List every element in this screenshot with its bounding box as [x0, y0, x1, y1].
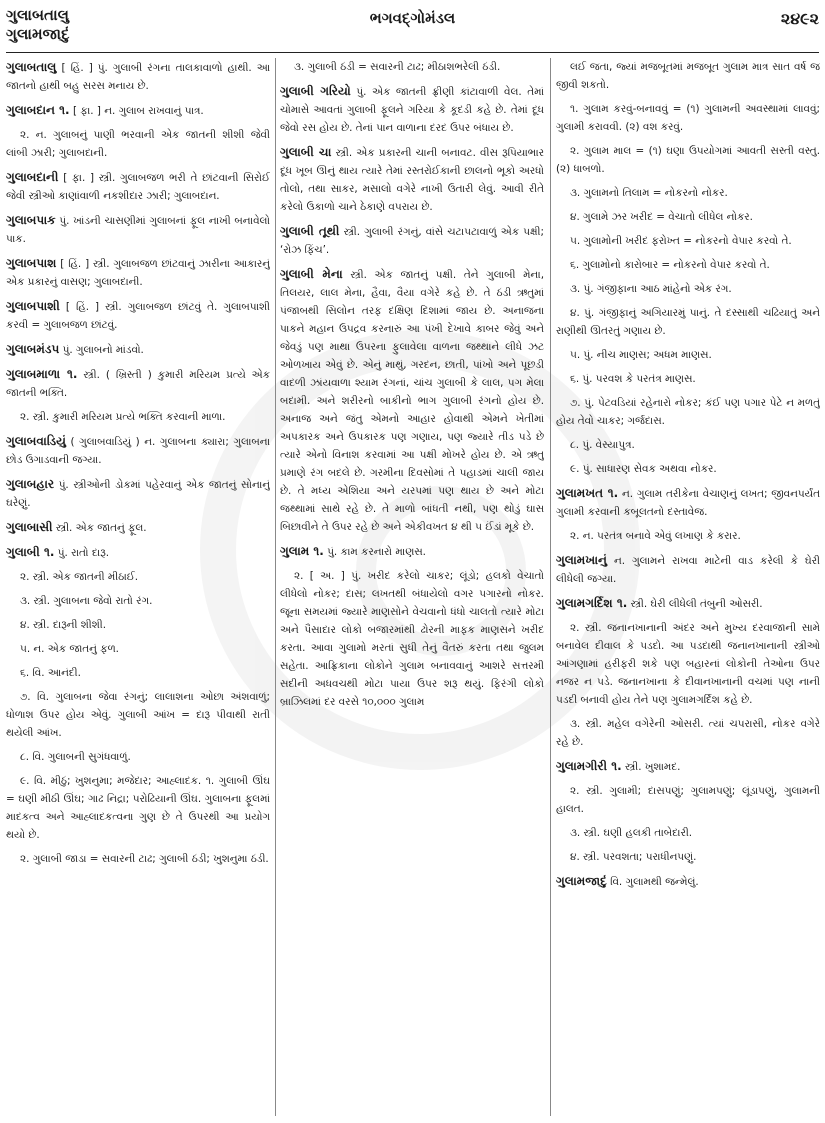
sense-line [556, 436, 820, 454]
definition-text: ૩. પું. ગંજીફાના આઠ માંહેનો એક રંગ. [570, 283, 732, 295]
sense-line [6, 640, 270, 658]
definition-text: ૮. પું. વેસ્યાપુત્ર. [570, 439, 635, 451]
definition-text: ૨. ગુલામ માલ = (૧) ઘણા ઉપયોગમાં આવતી સસ્તી વસ્તુ. (૨) ધાબળો. [556, 145, 820, 175]
dictionary-entry [6, 340, 270, 359]
definition-text: સ્ત્રી. ( ખ્રિસ્તી ) કુમારી મરિયમ પ્રત્યે એક જાતની ભક્તિ. [6, 369, 270, 399]
headword: ગુલાબમાળા ૧. [6, 367, 78, 381]
sense-line [556, 370, 820, 388]
sense-line [556, 304, 820, 340]
headword: ગુલાબપાક [6, 213, 56, 227]
headword: ગુલાબતાલુ [6, 60, 57, 74]
definition-text: સ્ત્રી. એક જાતનું પક્ષી. તેને ગુલાબી મેના, તિલયર, લાલ મેના, હૈવા, વૈયા વગેરે કહે છે. તે ઠંડી ઋતુમાં પંજાબથી સિલોન તરફ દક્ષિણ દિશામાં જાય છે. અનાજના પાકને મહાન ઉપદ્રવ કરનારું આ પંખી દેખાવે કાબર જેવું અને જેવડું પણ માથા ઉપરના ફુલાવેલા વાળના જથ્થાને લીધે ઝટ ઓળખાય એવું છે. એનું માથું, ગરદન, છાતી, પાંખો અને પૂછડી વાદળી ઝાંયવાળા શ્યામ રંગનાં, ચાંચ ગુલાબી કે લાલ, પગ મેલા બદામી. અને શરીરનો બાકીનો ભાગ ગુલાબી રંગનો હોય છે. અનાજ અને જંતુ એમનો આહાર હોવાથી એમને ખેતીમાં અપકારક અને ઉપકારક પણ ગણાય, પણ જ્યારે તીડ પડે છે ત્યારે એનો વિનાશ કરવામાં આ પક્ષી મોખરે હોય છે. એ ઋતુ પ્રમાણે રંગ બદલે છે. ગરમીના દિવસોમાં તે પહાડમાં ચાલી જાય છે. તે મધ્ય એશિયા અને યરપમાં પણ થાય છે અને મોટા જથ્થામાં સાથે રહે છે. તે માળો બાંધતી નથી, પણ થોડું ઘાસ બિછાવીને તે ઉપર રહે છે અને એકીવખત ૪ થી ૫ ઈંડાં મૂકે છે. [280, 269, 544, 533]
sense-line [556, 280, 820, 298]
sense-line [556, 824, 820, 842]
dictionary-entry [6, 432, 270, 469]
headword: ગુલાબી ચા [280, 145, 332, 159]
sense-line [556, 848, 820, 866]
dictionary-entry [556, 594, 820, 613]
dictionary-entry [6, 475, 270, 512]
definition-text: સ્ત્રી. ખુશામદ. [625, 761, 681, 773]
definition-text: [ ફા. ] સ્ત્રી. ગુલાબજળ ભરી તે છાંટવાની સિરોઈ જેવી સ્ત્રીઓ કાણાંવાળી નકશીદાર ઝારી; ગુલાબદાન. [6, 172, 270, 202]
definition-text: ૯. વિ. મીઠું; ખુશનુમા; મજેદાર; આહ્લાદક. ૧. ગુલાબી ઊંઘ = ઘણી મીઠી ઊંઘ; ગાઢ નિદ્રા; પરોઢિયાની ઊંઘ. ગુલાબના ફૂલમાં માદકત્વ અને આહ્લાદકત્વના ગુણ છે તે ઉપરથી આ પ્રયોગ થયો છે. [6, 775, 270, 841]
headword: ગુલામગીરી ૧. [556, 759, 622, 773]
definition-text: ૩. સ્ત્રી. ઘણી હલકી તાબેદારી. [570, 827, 693, 839]
dictionary-entry [6, 58, 270, 95]
dictionary-entry [6, 254, 270, 291]
definition-text: સ્ત્રી. ગુલાબી રંગનું, વાંસે ચટાપટાવાળું એક પક્ષી; ‘રોઝ ફિંચ’. [280, 226, 544, 256]
sense-line [6, 688, 270, 742]
dictionary-entry [556, 872, 820, 891]
dictionary-entry [6, 543, 270, 562]
definition-text: ૪. ગુલામે ઝર ખરીદ = વેચાતો લીધેલ નોકર. [570, 211, 753, 223]
headword: ગુલામખત ૧. [556, 486, 619, 500]
guide-word-first: ગુલાબતાલુ [6, 6, 69, 24]
definition-text: [ હિં. ] સ્ત્રી. ગુલાબજળ છાંટવાનું ઝારીના આકારનું એક પ્રકારનું વાસણ; ગુલાબદાની. [6, 258, 270, 288]
dictionary-entry [556, 551, 820, 588]
definition-text: ન. ગુલામ તરીકેના વેચાણનું લખત; જીવનપર્યંત ગુલામી કરવાની કબૂલતનો દસ્તાવેજ. [556, 488, 820, 518]
definition-text: ૨. સ્ત્રી. ગુલામી; દાસપણું; ગુલામપણું; લૂંડાપણું, ગુલામની હાલત. [556, 785, 820, 815]
definition-text: પું. ગુલાબનો માંડવો. [62, 344, 144, 356]
headword: ગુલાબપાશ [6, 256, 57, 270]
definition-text: પું. સ્ત્રીઓની ડોકમાં પહેરવાનું એક જાતનું સોનાનું ઘરેણું. [6, 479, 270, 509]
headword: ગુલામજાદું [556, 874, 607, 888]
headword: ગુલાબમંડપ [6, 342, 60, 356]
definition-text: ૨. ગુલાબી જાડા = સવારની ટાઢ; ગુલાબી ઠંડી; ખુશનુમા ઠંડી. [20, 853, 269, 865]
definition-text: ૩. સ્ત્રી. ગુલાબના જેવો રાતો રંગ. [20, 595, 153, 607]
definition-text: વિ. ગુલામથી જન્મેલું. [610, 876, 699, 888]
headword: ગુલાબાસી [6, 520, 53, 534]
sense-line [6, 592, 270, 610]
column-divider [275, 58, 276, 1116]
sense-line [556, 527, 820, 545]
definition-text: ૫. ન. એક જાતનું ફળ. [20, 643, 119, 655]
dictionary-entry [280, 143, 544, 216]
definition-text: ન. ગુલામને રાખવા માટેની વાડ કરેલી કે ઘેરી લીધેલી જગ્યા. [556, 555, 820, 585]
sense-line [556, 619, 820, 709]
headword: ગુલાબદાની [6, 170, 59, 184]
definition-text: ૨. સ્ત્રી. એક જાતની મીઠાઈ. [20, 571, 139, 583]
headword: ગુલાબી મેના [280, 267, 343, 281]
definition-text: ૭. પું. પેટવડિયાં રહેનારો નોકર; કંઈ પણ પગાર પેટે ન મળતું હોય તેવો ચાકર; ગર્જદાસ. [556, 397, 820, 427]
sense-line [6, 748, 270, 766]
definition-text: ૨. ન. પરતંત્ર બનાવે એવું લખાણ કે કરાર. [570, 530, 741, 542]
headword: ગુલાબવાડિયું [6, 434, 66, 448]
sense-line [556, 782, 820, 818]
sense-line [556, 232, 820, 250]
column-right [556, 58, 820, 1118]
definition-text: [ ફા. ] ન. ગુલાબ રાખવાનું પાત્ર. [72, 105, 204, 117]
headword: ગુલાબી તૂથી [280, 224, 340, 238]
definition-text: ૪. સ્ત્રી. પરવશતા; પરાધીનપણું. [570, 851, 697, 863]
definition-text: લઈ જતા, જ્યાં મજબૂતમાં મજબૂત ગુલામ માત્ર સાત વર્ષ જ જીવી શકતો. [556, 61, 820, 91]
definition-text: ૨. [ અ. ] પું. ખરીદ કરેલો ચાકર; લૂંડો; હલકો વેચાતો લીધેલો નોકર; દાસ; લખતથી બંધાયેલો વગર પગારનો નોકર. જૂના સમયમાં જ્યારે માણસોને વેચવાનો ધંધો ચાલતો ત્યારે મોટા અને પૈસાદાર લોકો બજારમાંથી ઢોરની માફક માણસને ખરીદ કરતા. આવા ગુલામો મરતાં સુધી તેનું વૈતરું કરતા તથા જુલમ સહેતા. આફ્રિકાના લોકોને ગુલામ બનાવવાનું આશરે સત્તરમી સદીની અધવચથી મોટા પાયા ઉપર શરૂ થયું. ફિરંગી લોકો બ્રાઝિલમાં દર વરસે ૧૦,૦૦૦ ગુલામ [280, 570, 544, 708]
dictionary-entry [6, 297, 270, 334]
dictionary-entry [556, 757, 820, 776]
page-number: ૨૪૯૨ [780, 9, 819, 28]
dictionary-entry [280, 265, 544, 536]
definition-text: પું. રાતો દારૂ. [57, 547, 110, 559]
dictionary-entry [280, 542, 544, 561]
column-divider [550, 58, 551, 1116]
sense-line [6, 568, 270, 586]
definition-text: ૬. વિ. આનંદી. [20, 667, 81, 679]
definition-text: ૬. ગુલામોનો કારોબાર = નોકરનો વેપાર કરવો તે. [570, 259, 770, 271]
definition-text: સ્ત્રી. ઘેરી લીધેલી તંબુની ઓસરી. [630, 598, 763, 610]
column-middle [280, 58, 544, 1118]
dictionary-entry [6, 101, 270, 120]
definition-text: ૨. સ્ત્રી. જનાનખાનાની અંદર અને મુખ્ય દરવાજાની સામે બનાવેલ દીવાલ કે પડદો. આ પડદાથી જનાનખાનાની સ્ત્રીઓ આંગણામાં હરીફરી શકે પણ બહારનાં લોકોની તેઓના ઉપર નજર ન પડે. જનાનખાના કે દીવાનખાનાની વચમાં પણ નાની પડદી બનાવી હોય તેને પણ ગુલામગર્દિશ કહે છે. [556, 622, 820, 706]
definition-text: ૩. ગુલાબી ઠંડી = સવારની ટાઢ; મીઠાશભરેલી ઠંડી. [294, 61, 501, 73]
dictionary-entry [556, 484, 820, 521]
definition-text: ૩. ગુલામનો તિલામ = નોકરનો નોકર. [570, 187, 728, 199]
sense-line [556, 394, 820, 430]
definition-text: [ હિં. ] સ્ત્રી. ગુલાબજળ છાંટવું તે. ગુલાબપાશી કરવી = ગુલાબજળ છાંટવું. [6, 301, 270, 331]
definition-text: ૨. સ્ત્રી. કુમારી મરિયમ પ્રત્યે ભક્તિ કરવાની માળા. [20, 411, 226, 423]
definition-text: ૯. પું. સાધારણ સેવક અથવા નોકર. [570, 463, 717, 475]
definition-text: ૬. પું. પરવશ કે પરતંત્ર માણસ. [570, 373, 696, 385]
definition-text: ૪. પું. ગંજીફાનું અગિયારમું પાનું. તે દસ્સાથી ચઢિયાતું અને રાણીથી ઊતરતું ગણાય છે. [556, 307, 820, 337]
page-title: ભગવદ્ગોમંડલ [369, 9, 456, 27]
column-left [6, 58, 270, 1118]
sense-line [556, 58, 820, 94]
sense-line [556, 715, 820, 751]
sense-line [556, 346, 820, 364]
sense-line [6, 772, 270, 844]
headword: ગુલામગર્દિશ ૧. [556, 596, 628, 610]
dictionary-entry [280, 222, 544, 259]
definition-text: સ્ત્રી. એક જાતનું ફૂલ. [55, 522, 147, 534]
definition-text: પું. એક જાતની ફ્રીણી કાંટાવાળી વેલ. તેમાં ચોમાસે આવતાં ગુલાબી ફૂલને ગરિયા કે કૂદડી કહે છે. તેમાં દૂધ જેવો રસ હોય છે. તેનાં પાન વાળાના દરદ ઉપર બંધાય છે. [280, 86, 544, 134]
definition-text: ૫. પું. નીચ માણસ; અધમ માણસ. [570, 349, 712, 361]
headword: ગુલાબી ૧. [6, 545, 55, 559]
sense-line [6, 126, 270, 162]
dictionary-entry [6, 518, 270, 537]
definition-text: ૮. વિ. ગુલાબની સુગંધવાળું. [20, 751, 131, 763]
dictionary-entry [280, 82, 544, 137]
headword: ગુલાબહાર [6, 477, 55, 491]
headword: ગુલાબદાન ૧. [6, 103, 70, 117]
definition-text: ૭. વિ. ગુલાબના જેવા રંગનું; લાલાશના ઓછા અંશવાળું; ધોળાશ ઉપર હોય એવું. ગુલાબી આંખ = દારૂ પીવાથી રાતી થયેલી આંખ. [6, 691, 270, 739]
sense-line [280, 58, 544, 76]
sense-line [556, 256, 820, 274]
sense-line [556, 460, 820, 478]
sense-line [556, 142, 820, 178]
sense-line [6, 664, 270, 682]
sense-line [6, 616, 270, 634]
dictionary-entry [6, 168, 270, 205]
sense-line [556, 208, 820, 226]
headword: ગુલાબી ગરિયો [280, 84, 351, 98]
dictionary-entry [6, 365, 270, 402]
sense-line [556, 184, 820, 202]
definition-text: સ્ત્રી. એક પ્રકારની ચાની બનાવટ. વીસ રૂપિયાભાર દૂધ ખૂબ ઊનું થાય ત્યારે તેમાં રસ્તરોઈકાની છાલનો ભૂકો અરધો તોલો, તથા સાકર, મસાલો વગેરે નાખી ઉતારી લેવું. આવી રીતે કરેલો ઉકાળો ચાને ઠેકાણે વપરાય છે. [280, 147, 544, 213]
definition-text: ૫. ગુલામોની ખરીદ ફરોખ્ત = નોકરનો વેપાર કરવો તે. [570, 235, 792, 247]
headword: ગુલાબપાશી [6, 299, 60, 313]
sense-line [280, 567, 544, 711]
definition-text: ૨. ન. ગુલાબનું પાણી ભરવાની એક જાતની શીશી જેવી લાંબી ઝારી; ગુલાબદાની. [6, 129, 270, 159]
definition-text: પું. કામ કરનારો માણસ. [327, 546, 426, 558]
definition-text: ( ગુલાબવાડિયું ) ન. ગુલાબના ક્યારા; ગુલાબના છોડ ઉગાડવાની જગ્યા. [6, 436, 270, 466]
definition-text: ૪. સ્ત્રી. દારૂની શીશી. [20, 619, 107, 631]
dictionary-entry [6, 211, 270, 248]
headword: ગુલામખાનું [556, 553, 607, 567]
definition-text: [ હિં. ] પું. ગુલાબી રંગના તાલકાવાળો હાથી. આ જાતનો હાથી બહુ સરસ મનાય છે. [6, 62, 270, 92]
definition-text: ૩. સ્ત્રી. મહેલ વગેરેની ઓસરી. ત્યાં ચપરાસી, નોકર વગેરે રહે છે. [556, 718, 820, 748]
definition-text: પું. ખાંડની ચાસણીમાં ગુલાબનાં ફૂલ નાખી બનાવેલો પાક. [6, 215, 270, 245]
definition-text: ૧. ગુલામ કરવું-બનાવવું = (૧) ગુલામની અવસ્થામાં લાવવું; ગુલામી કરાવવી. (૨) વશ કરવું. [556, 103, 820, 133]
guide-word-last: ગુલામજાદું [6, 25, 70, 43]
sense-line [6, 850, 270, 868]
headword: ગુલામ ૧. [280, 544, 324, 558]
header-rule [6, 52, 819, 53]
page-header [6, 6, 819, 56]
sense-line [6, 408, 270, 426]
sense-line [556, 100, 820, 136]
